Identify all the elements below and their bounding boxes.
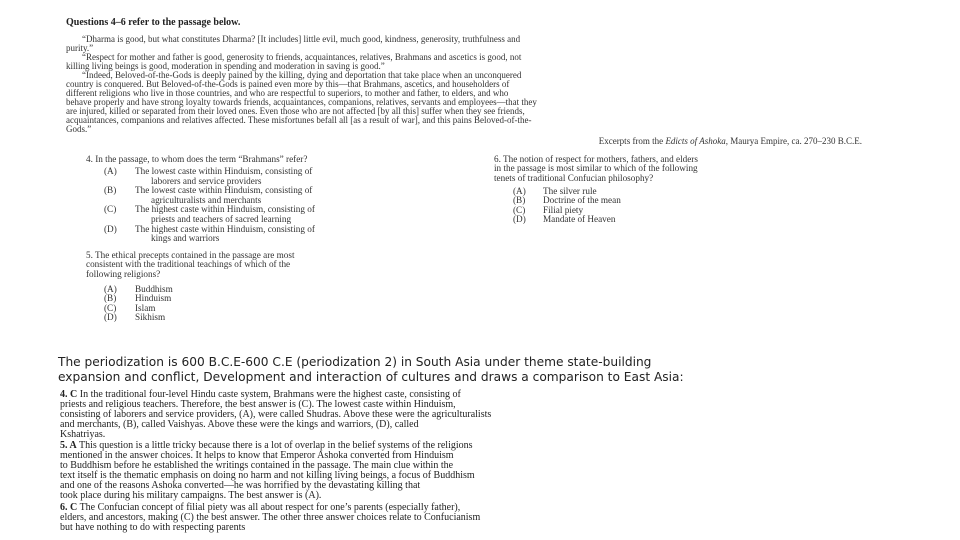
answer-text: The Confucian concept of filial piety was all about respect for one’s parents (especially father), — [79, 502, 461, 513]
option-text: Mandate of Heaven — [543, 214, 616, 225]
answer-text: priests and religious teachers. Therefore, the best answer is (C). The lowest caste within Hinduism, — [60, 399, 456, 410]
passage-line: killing living beings is good, moderation in spending and moderation in saving is good.” — [66, 61, 385, 71]
passage-heading: Questions 4–6 refer to the passage below. — [66, 17, 241, 28]
passage-line: “Indeed, Beloved-of-the-Gods is deeply pained by the killing, dying and deportation that take place when an unconquered — [82, 70, 522, 80]
option-text: The lowest caste within Hinduism, consisting of — [135, 185, 313, 196]
answer-key: 5. A — [60, 440, 77, 451]
option-text: The silver rule — [543, 186, 597, 196]
option-text: priests and teachers of sacred learning — [151, 213, 292, 224]
option-letter: (C) — [513, 204, 526, 215]
answer-line — [60, 523, 245, 533]
question-stem: consistent with the traditional teachings of which of the — [86, 259, 291, 270]
passage-line: acquaintances, companions and relatives affected. These misfortunes befall all [as a result of war], and this pains Beloved-of-the- — [66, 115, 532, 125]
option-letter: (D) — [513, 214, 526, 225]
option-text: kings and warriors — [151, 233, 220, 244]
answer-text: and merchants, (B), called Vaishyas. Above these were the kings and warriors, (D), called — [60, 419, 419, 430]
option-text: Sikhism — [135, 312, 166, 323]
option-letter: (A) — [513, 186, 526, 196]
passage-line: “Dharma is good, but what constitutes Dharma? [It includes] little evil, much good, kindness, generosity, truthfulness and — [82, 34, 521, 44]
option-text: The highest caste within Hinduism, consisting of — [135, 223, 315, 234]
passage-line: different religions who live in those countries, and who are respectful to superiors, to mother and father, to elders, and who — [66, 88, 509, 98]
commentary-line: The periodization is 600 B.C.E-600 C.E (periodization 2) in South Asia under theme state-building — [58, 355, 652, 369]
answer-text: elders, and ancestors, making (C) the best answer. The other three answer choices relate to Confucianism — [60, 512, 481, 523]
passage-line: are injured, killed or separated from their loved ones. Even those who are not affected [by all this] suffer when they see friends, — [66, 106, 525, 116]
option-letter: (C) — [104, 302, 117, 313]
option-text: Filial piety — [543, 204, 584, 215]
answer-text: consisting of laborers and service providers, (A), were called Shudras. Above these were the agriculturalists — [60, 409, 492, 420]
option-text: Hinduism — [135, 293, 172, 304]
option-text: The highest caste within Hinduism, consisting of — [135, 204, 315, 215]
answer-text: In the traditional four-level Hindu caste system, Brahmans were the highest caste, consisting of — [79, 389, 461, 400]
question-stem: 5. The ethical precepts contained in the passage are most — [86, 250, 295, 260]
question-stem: 6. The notion of respect for mothers, fathers, and elders — [494, 154, 698, 164]
option-text: Buddhism — [135, 284, 173, 294]
option-letter: (A) — [104, 166, 117, 176]
option-letter: (C) — [104, 204, 117, 215]
option-text: Doctrine of the mean — [543, 195, 621, 206]
question-stem: in the passage is most similar to which of the following — [494, 163, 698, 174]
answer-text: text itself is the thematic emphasis on doing no harm and not killing living beings, a focus of Buddhism — [60, 470, 475, 481]
option-letter: (B) — [513, 195, 526, 206]
answer-line — [60, 430, 105, 440]
question-stem: following religions? — [86, 268, 161, 279]
source-prefix: Excerpts from the — [598, 136, 666, 146]
commentary-line: expansion and conflict, Development and interaction of cultures and draws a comparison to East Asia: — [58, 370, 684, 384]
answer-text: and one of the reasons Ashoka converted—he was horrified by the devastating killing that — [60, 480, 421, 491]
option-text: agriculturalists and merchants — [151, 194, 262, 205]
answer-text: but have nothing to do with respecting parents — [60, 522, 246, 533]
answer-text: This question is a little tricky because there is a lot of overlap in the belief systems of the religions — [79, 440, 473, 451]
passage-line: “Respect for mother and father is good, generosity to friends, acquaintances, relatives, Brahmans and ascetics is good, not — [82, 52, 522, 62]
answer-text: to Buddhism before he established the writings contained in the passage. The main clue within the — [60, 460, 454, 471]
answer-line — [60, 420, 419, 430]
option-text: Islam — [135, 302, 156, 313]
passage-source — [599, 137, 862, 146]
passage-line: Gods.” — [66, 124, 92, 134]
option-letter: (B) — [104, 185, 117, 196]
passage-line: country is conquered. But Beloved-of-the-Gods is pained even more by this—that Brahmans, ascetics, and householders of — [66, 79, 510, 89]
passage-line: purity.” — [66, 43, 94, 53]
option-letter: (D) — [104, 223, 117, 234]
source-suffix: , Maurya Empire, ca. 270–230 B.C.E. — [725, 136, 862, 146]
option-text: laborers and service providers — [151, 175, 262, 186]
answer-line — [60, 491, 321, 501]
question-stem: 4. In the passage, to whom does the term “Brahmans” refer? — [86, 154, 308, 164]
passage-line: behave properly and have strong loyalty towards friends, acquaintances, companions, relatives, servants and employees—that they — [66, 97, 537, 107]
option-text: The lowest caste within Hinduism, consisting of — [135, 166, 313, 176]
option-letter: (B) — [104, 293, 117, 304]
answer-text: took place during his military campaigns. The best answer is (A). — [60, 490, 322, 501]
question-stem: tenets of traditional Confucian philosophy? — [494, 172, 654, 183]
source-title: Edicts of Ashoka — [665, 136, 726, 146]
answer-key: 4. C — [60, 389, 78, 400]
option-letter: (D) — [104, 312, 117, 323]
answer-key: 6. C — [60, 502, 78, 513]
answer-text: Kshatriyas. — [60, 429, 106, 440]
answer-text: mentioned in the answer choices. It helps to know that Emperor Ashoka converted from Hinduism — [60, 450, 454, 461]
option-letter: (A) — [104, 284, 117, 294]
